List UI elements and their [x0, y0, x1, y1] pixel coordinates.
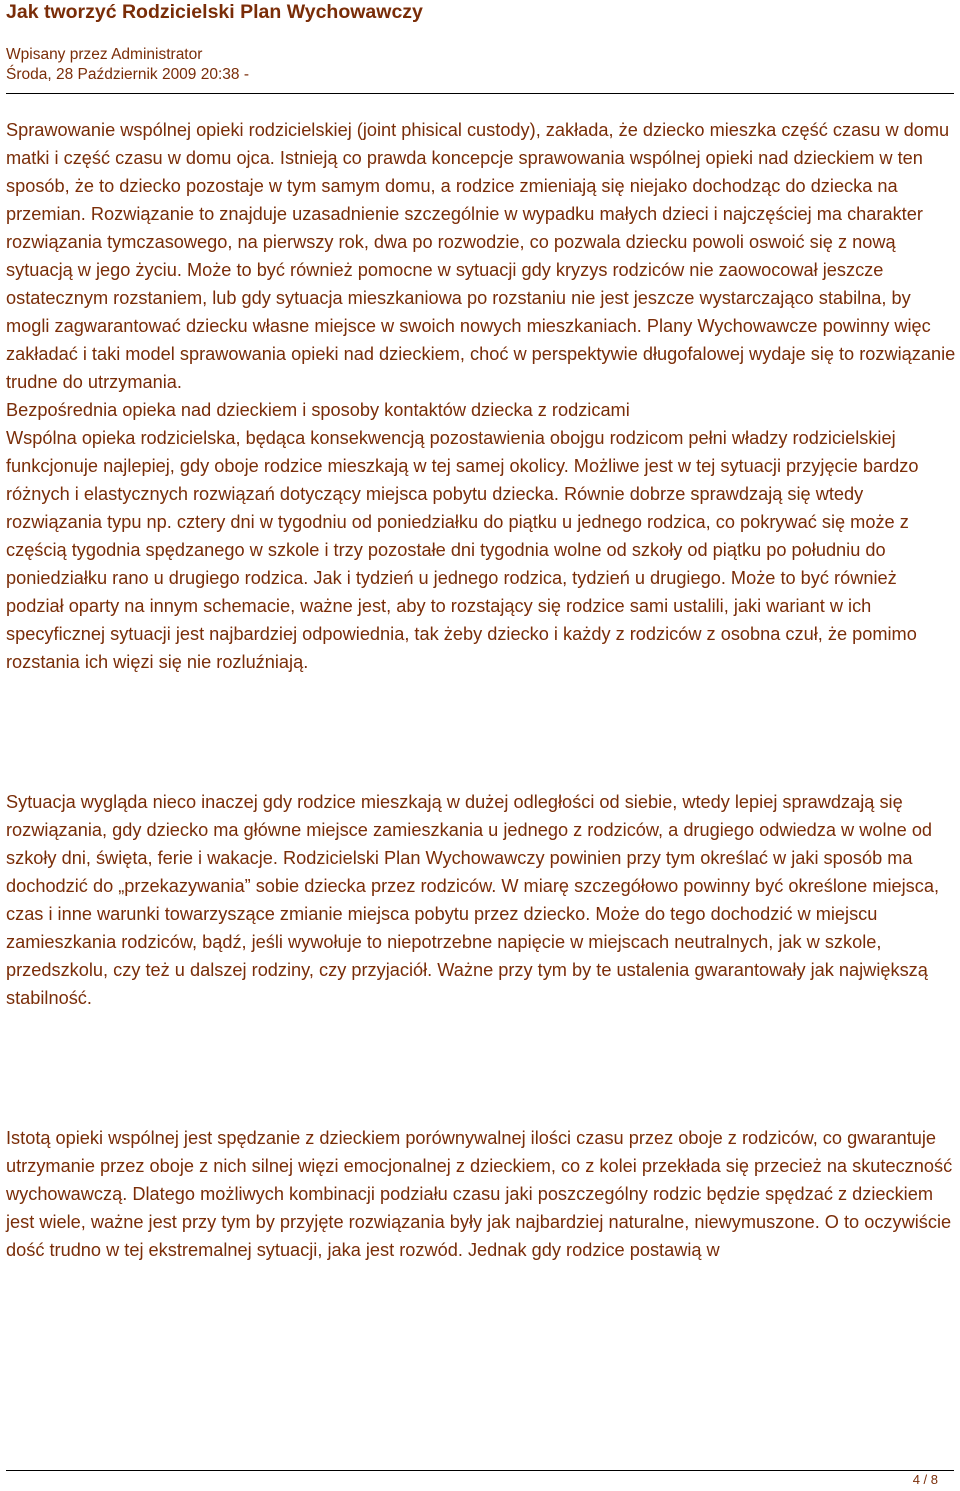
author-line: Wpisany przez Administrator	[6, 46, 203, 63]
section-heading-direct-care: Bezpośrednia opieka nad dzieckiem i sposoby kontaktów dziecka z rodzicami	[6, 400, 630, 420]
footer-divider	[6, 1470, 954, 1471]
paragraph-essence: Istotą opieki wspólnej jest spędzanie z dzieckiem porównywalnej ilości czasu przez oboje z rodziców, co gwarantuje utrzymanie przez oboje z nich silnej więzi emocjonalnej z dzieckiem, co z kolei przekłada się przecież na skuteczność wychowawczą. Dlatego możliwych kombinacji podziału czasu jaki poszczególny rodzic będzie spędzać z dzieckiem jest wiele, ważne jest przy tym by przyjęte rozwiązania były jak najbardziej naturalne, niewymuszone. O to oczywiście dość trudno w tej ekstremalnej sytuacji, jaka jest rozwód. Jednak gdy rodzice postawią w	[6, 1128, 953, 1260]
paragraph-same-area: Wspólna opieka rodzicielska, będąca konsekwencją pozostawienia obojgu rodzicom pełni władzy rodzicielskiej funkcjonuje najlepiej, gdy oboje rodzice mieszkają w tej samej okolicy. Możliwe jest w tej sytuacji przyjęcie bardzo różnych i elastycznych rozwiązań dotyczący miejsca pobytu dziecka. Równie dobrze sprawdzają się wtedy rozwiązania typu np. cztery dni w tygodniu od poniedziałku do piątku u jednego rodzica, co pokrywać się może z częścią tygodnia spędzanego w szkole i trzy pozostałe dni tygodnia wolne od szkoły od piątku po południu do poniedziałku rano u drugiego rodzica. Jak i tydzień u jednego rodzica, tydzień u drugiego. Może to być również podział oparty na innym schemacie, ważne jest, aby to rozstający się rodzice sami ustalili, jaki wariant w ich specyficznej sytuacji jest najbardziej odpowiednia, tak żeby dziecko i każdy z rodziców z osobna czuł, że pomimo rozstania ich więzi się nie rozluźniają.	[6, 428, 919, 672]
paragraph-long-distance: Sytuacja wygląda nieco inaczej gdy rodzice mieszkają w dużej odległości od siebie, wtedy lepiej sprawdzają się rozwiązania, gdy dziecko ma główne miejsce zamieszkania u jednego z rodziców, a drugiego odwiedza w wolne od szkoły dni, święta, ferie i wakacje. Rodzicielski Plan Wychowawczy powinien przy tym określać w jaki sposób ma dochodzić do „przekazywania” sobie dziecka przez rodziców. W miarę szczegółowo powinny być określone miejsca, czas i inne warunki towarzyszące zmianie miejsca pobytu przez dziecko. Może do tego dochodzić w miejscu zamieszkania rodziców, bądź, jeśli wywołuje to niepotrzebne napięcie w miejscach neutralnych, jak w szkole, przedszkolu, czy też u dalszej rodziny, czy przyjaciół. Ważne przy tym by te ustalenia gwarantowały jak największą stabilność.	[6, 792, 940, 1008]
paragraph-joint-custody: Sprawowanie wspólnej opieki rodzicielskiej (joint phisical custody), zakłada, że dziecko mieszka część czasu w domu matki i część czasu w domu ojca. Istnieją co prawda koncepcje sprawowania wspólnej opieki nad dzieckiem w ten sposób, że to dziecko pozostaje w tym samym domu, a rodzice zmieniają się niejako dochodząc do dziecka na przemian. Rozwiązanie to znajduje uzasadnienie szczególnie w wypadku małych dzieci i najczęściej ma charakter rozwiązania tymczasowego, na pierwszy rok, dwa po rozwodzie, co pozwala dziecku powoli oswoić się z nową sytuacją w jego życiu. Może to być również pomocne w sytuacji gdy kryzys rodziców nie zaowocował jeszcze ostatecznym rozstaniem, lub gdy sytuacja mieszkaniowa po rozstaniu nie jest jeszcze wystarczająco stabilna, by mogli zagwarantować dziecku własne miejsce w swoich nowych mieszkaniach. Plany Wychowawcze powinny więc zakładać i taki model sprawowania opieki nad dzieckiem, choć w perspektywie długofalowej wydaje się to rozwiązanie trudne do utrzymania.	[6, 120, 956, 392]
page-title: Jak tworzyć Rodzicielski Plan Wychowawczy	[6, 1, 423, 23]
page-number: 4 / 8	[912, 1472, 938, 1487]
article-body	[6, 116, 956, 1264]
paragraph-spacer	[6, 1012, 956, 1124]
header-divider	[6, 93, 954, 94]
paragraph-spacer	[6, 676, 956, 788]
date-line: Środa, 28 Październik 2009 20:38 -	[6, 66, 249, 83]
document-header	[6, 0, 956, 85]
